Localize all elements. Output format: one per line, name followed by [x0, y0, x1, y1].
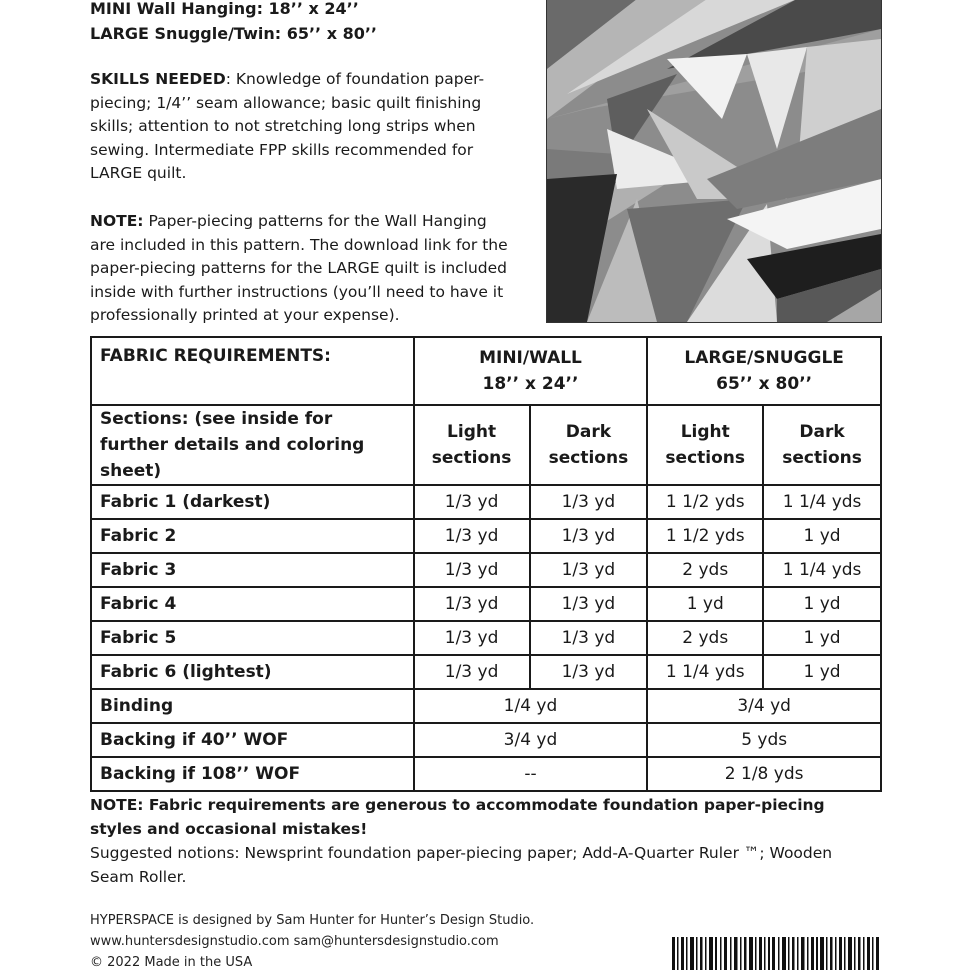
- cell-mini-dark: 1/3 yd: [530, 553, 648, 587]
- cell-mini-dark: 1/3 yd: [530, 519, 648, 553]
- cell-mini-light: 1/3 yd: [414, 655, 530, 689]
- cell-large-light: 2 yds: [647, 621, 763, 655]
- cell-mini: --: [414, 757, 648, 791]
- cell-large-light: 1 1/4 yds: [647, 655, 763, 689]
- footer-credit: HYPERSPACE is designed by Sam Hunter for Hunter’s Design Studio.: [90, 913, 535, 928]
- table-row: [91, 655, 881, 689]
- mini-size: MINI Wall Hanging: 18’’ x 24’’: [90, 0, 359, 18]
- cell-large-light: 2 yds: [647, 553, 763, 587]
- table-row: [91, 587, 881, 621]
- cell-mini-dark: 1/3 yd: [530, 655, 648, 689]
- fabric-note: NOTE: Fabric requirements are generous to accommodate foundation paper-piecing styles and occasional mistakes!: [90, 796, 825, 838]
- row-label: Binding: [91, 689, 414, 723]
- cell-large-light: 1 1/2 yds: [647, 519, 763, 553]
- skills-paragraph: [90, 68, 510, 186]
- cell-large-dark: 1 yd: [763, 655, 881, 689]
- table-title: FABRIC REQUIREMENTS:: [91, 337, 414, 405]
- cell-mini-dark: 1/3 yd: [530, 587, 648, 621]
- note-text: Paper-piecing patterns for the Wall Hanging are included in this pattern. The download link for the paper-piecing patterns for the LARGE quilt is included inside with further instructions (you’ll need to have it professionally printed at your expense).: [90, 212, 508, 324]
- row-label: Fabric 6 (lightest): [91, 655, 414, 689]
- note-paragraph: [90, 210, 510, 328]
- large-size: LARGE Snuggle/Twin: 65’’ x 80’’: [90, 24, 378, 43]
- large-header-label: LARGE/SNUGGLE: [684, 348, 844, 368]
- quilt-sizes: [90, 0, 377, 46]
- mini-header: [414, 337, 648, 405]
- cell-mini-light: 1/3 yd: [414, 587, 530, 621]
- table-row: [91, 553, 881, 587]
- barcode-icon: [672, 937, 882, 970]
- cell-large: 2 1/8 yds: [647, 757, 881, 791]
- cell-large-dark: 1 1/4 yds: [763, 553, 881, 587]
- large-light-label: Light sections: [647, 405, 763, 485]
- cell-large-dark: 1 yd: [763, 519, 881, 553]
- footer-contact: www.huntersdesignstudio.com sam@huntersdesignstudio.com: [90, 934, 499, 949]
- sections-row: [91, 405, 881, 485]
- large-dark-label: Dark sections: [763, 405, 881, 485]
- cell-large-dark: 1 yd: [763, 587, 881, 621]
- cell-mini: 3/4 yd: [414, 723, 648, 757]
- fabric-notes: [90, 793, 880, 889]
- large-header: [647, 337, 881, 405]
- table-row: [91, 689, 881, 723]
- cell-mini-dark: 1/3 yd: [530, 485, 648, 519]
- table-row: [91, 757, 881, 791]
- cell-large: 5 yds: [647, 723, 881, 757]
- footer: [90, 910, 534, 973]
- mini-light-label: Light sections: [414, 405, 530, 485]
- cell-mini-light: 1/3 yd: [414, 519, 530, 553]
- row-label: Backing if 108’’ WOF: [91, 757, 414, 791]
- mini-header-size: 18’’ x 24’’: [482, 374, 579, 394]
- row-label: Fabric 2: [91, 519, 414, 553]
- cell-mini: 1/4 yd: [414, 689, 648, 723]
- row-label: Fabric 4: [91, 587, 414, 621]
- row-label: Fabric 3: [91, 553, 414, 587]
- note-label: NOTE:: [90, 212, 144, 230]
- table-header-row: [91, 337, 881, 405]
- cell-mini-dark: 1/3 yd: [530, 621, 648, 655]
- table-row: [91, 519, 881, 553]
- table-row: [91, 723, 881, 757]
- cell-mini-light: 1/3 yd: [414, 621, 530, 655]
- cell-mini-light: 1/3 yd: [414, 553, 530, 587]
- cell-large-light: 1 1/2 yds: [647, 485, 763, 519]
- cell-large-dark: 1 1/4 yds: [763, 485, 881, 519]
- skills-text: : Knowledge of foundation paper-piecing; 1/4’’ seam allowance; basic quilt finishing skills; attention to not stretching long strips when sewing. Intermediate FPP skills recommended for LARGE quilt.: [90, 70, 485, 182]
- fabric-requirements-table: [90, 336, 882, 792]
- mini-dark-label: Dark sections: [530, 405, 648, 485]
- table-row: [91, 621, 881, 655]
- mini-header-label: MINI/WALL: [479, 348, 582, 368]
- skills-label: SKILLS NEEDED: [90, 70, 226, 88]
- footer-copyright: © 2022 Made in the USA: [90, 955, 253, 970]
- table-row: [91, 485, 881, 519]
- quilt-image: [546, 0, 882, 323]
- cell-large: 3/4 yd: [647, 689, 881, 723]
- sections-label: Sections: (see inside for further details and coloring sheet): [91, 405, 414, 485]
- row-label: Backing if 40’’ WOF: [91, 723, 414, 757]
- cell-large-dark: 1 yd: [763, 621, 881, 655]
- row-label: Fabric 1 (darkest): [91, 485, 414, 519]
- cell-large-light: 1 yd: [647, 587, 763, 621]
- large-header-size: 65’’ x 80’’: [716, 374, 813, 394]
- row-label: Fabric 5: [91, 621, 414, 655]
- cell-mini-light: 1/3 yd: [414, 485, 530, 519]
- suggested-notions: Suggested notions: Newsprint foundation paper-piecing paper; Add-A-Quarter Ruler ™; Wooden Seam Roller.: [90, 844, 833, 886]
